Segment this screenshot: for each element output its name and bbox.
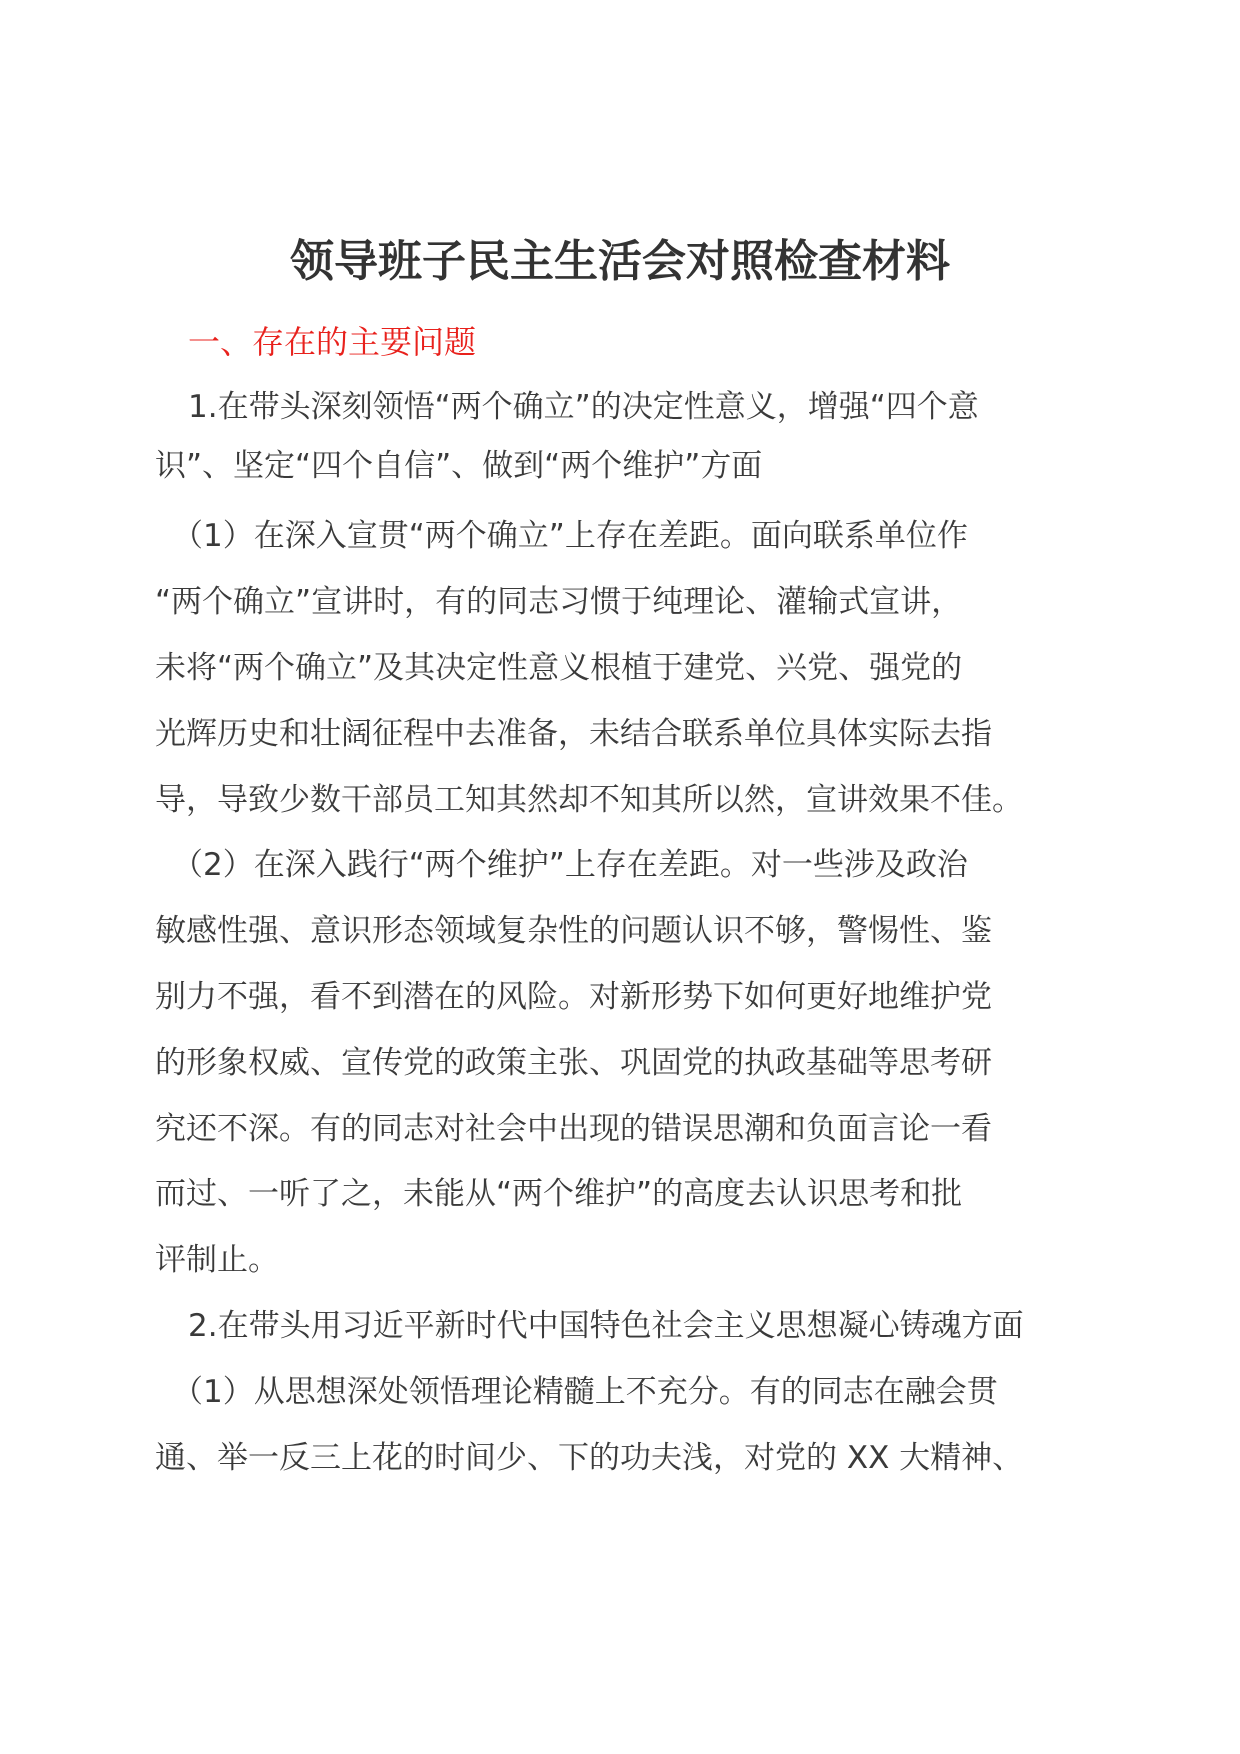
body-line: 评制止。 [155, 1242, 279, 1278]
body-line: 究还不深。有的同志对社会中出现的错误思潮和负面言论一看 [155, 1111, 992, 1147]
body-line: 1.在带头深刻领悟“两个确立”的决定性意义，增强“四个意 [188, 389, 979, 425]
body-line: 别力不强，看不到潜在的风险。对新形势下如何更好地维护党 [155, 979, 992, 1015]
body-line: 未将“两个确立”及其决定性意义根植于建党、兴党、强党的 [155, 650, 963, 686]
body-line: 的形象权威、宣传党的政策主张、巩固党的执政基础等思考研 [155, 1045, 992, 1081]
document-title: 领导班子民主生活会对照检查材料 [290, 236, 950, 287]
body-line: 敏感性强、意识形态领域复杂性的问题认识不够，警惕性、鉴 [155, 913, 992, 949]
body-line: （1）在深入宣贯“两个确立”上存在差距。面向联系单位作 [172, 518, 968, 554]
body-line: 2.在带头用习近平新时代中国特色社会主义思想凝心铸魂方面 [188, 1308, 1024, 1344]
body-line: 光辉历史和壮阔征程中去准备，未结合联系单位具体实际去指 [155, 716, 992, 752]
body-line: 导，导致少数干部员工知其然却不知其所以然，宣讲效果不佳。 [155, 782, 1023, 818]
body-line: （1）从思想深处领悟理论精髓上不充分。有的同志在融会贯 [172, 1374, 998, 1410]
body-line: 而过、一听了之，未能从“两个维护”的高度去认识思考和批 [155, 1176, 963, 1212]
body-line: 通、举一反三上花的时间少、下的功夫浅，对党的 XX 大精神、 [155, 1440, 1024, 1476]
body-line: 识”、坚定“四个自信”、做到“两个维护”方面 [155, 448, 763, 484]
body-line: “两个确立”宣讲时，有的同志习惯于纯理论、灌输式宣讲， [155, 584, 963, 620]
body-line: （2）在深入践行“两个维护”上存在差距。对一些涉及政治 [172, 847, 968, 883]
section-heading: 一、存在的主要问题 [188, 323, 477, 361]
